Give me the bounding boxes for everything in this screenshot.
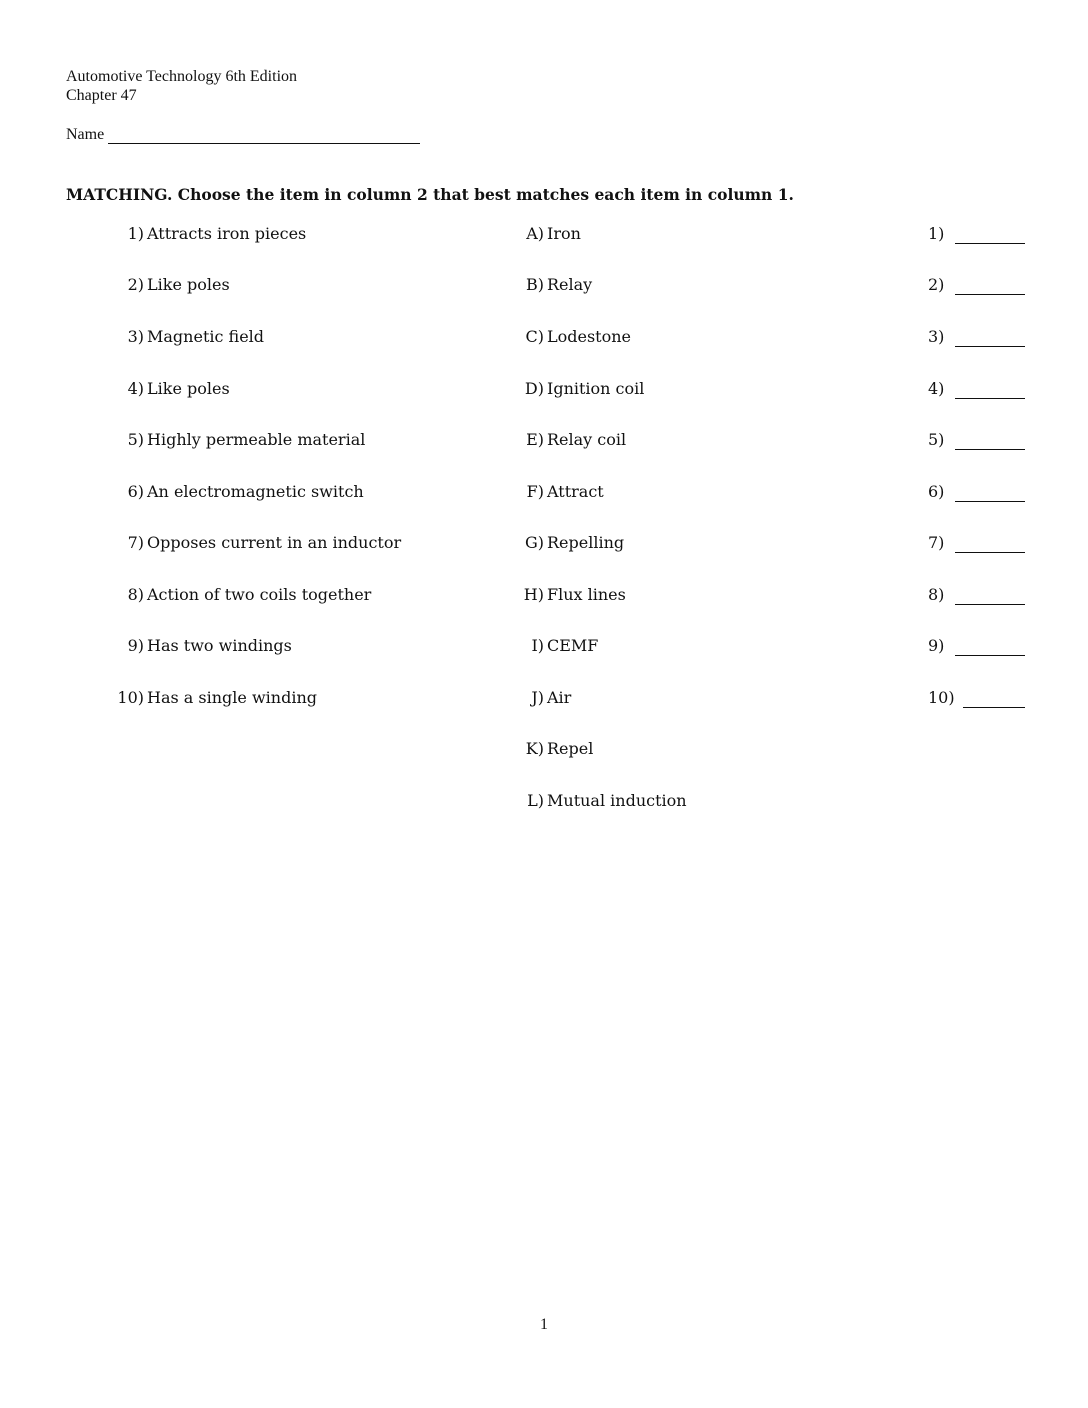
answer-number: 9) xyxy=(928,636,945,655)
column2-item-letter: B) xyxy=(526,275,544,294)
column1-item-text: An electromagnetic switch xyxy=(147,482,364,501)
column2-item-text: Iron xyxy=(547,224,581,243)
column2-item-letter: J) xyxy=(531,688,544,707)
column1-item-number: 5) xyxy=(127,430,144,449)
column1-item-number: 2) xyxy=(127,275,144,294)
page-number: 1 xyxy=(540,1316,548,1333)
answer-blank[interactable] xyxy=(955,346,1025,347)
answer-blank[interactable] xyxy=(955,294,1025,295)
column1-item-text: Magnetic field xyxy=(147,327,265,346)
header-chapter: Chapter 47 xyxy=(66,87,137,104)
answer-number: 1) xyxy=(928,224,945,243)
column2-item-text: Mutual induction xyxy=(547,791,687,810)
column2-item-text: Relay xyxy=(547,275,593,294)
column2-item-letter: E) xyxy=(526,430,544,449)
column2-item-letter: F) xyxy=(526,482,544,501)
column2-item-text: Ignition coil xyxy=(547,379,645,398)
column1-item-number: 7) xyxy=(127,533,144,552)
column1-item-number: 9) xyxy=(127,636,144,655)
column1-item-text: Action of two coils together xyxy=(147,585,372,604)
instructions: MATCHING. Choose the item in column 2 that best matches each item in column 1. xyxy=(66,185,794,204)
name-label: Name xyxy=(66,126,105,143)
answer-blank[interactable] xyxy=(955,604,1025,605)
column2-item-text: CEMF xyxy=(547,636,599,655)
answer-number: 4) xyxy=(928,379,945,398)
column2-item-text: Relay coil xyxy=(547,430,627,449)
column2-item-text: Flux lines xyxy=(547,585,626,604)
column1-item-number: 3) xyxy=(127,327,144,346)
answer-number: 8) xyxy=(928,585,945,604)
column1-item-number: 6) xyxy=(127,482,144,501)
answer-blank[interactable] xyxy=(955,449,1025,450)
column1-item-text: Highly permeable material xyxy=(147,430,366,449)
answer-blank[interactable] xyxy=(963,707,1025,708)
answer-number: 5) xyxy=(928,430,945,449)
column2-item-text: Lodestone xyxy=(547,327,632,346)
column1-item-text: Like poles xyxy=(147,275,230,294)
column2-item-text: Repel xyxy=(547,739,594,758)
column1-item-number: 4) xyxy=(127,379,144,398)
column2-item-text: Repelling xyxy=(547,533,625,552)
column2-item-letter: I) xyxy=(531,636,544,655)
column1-item-number: 10) xyxy=(117,688,144,707)
column2-item-letter: D) xyxy=(524,379,544,398)
answer-number: 6) xyxy=(928,482,945,501)
column2-item-letter: K) xyxy=(525,739,544,758)
column2-item-letter: G) xyxy=(524,533,544,552)
column1-item-text: Opposes current in an inductor xyxy=(147,533,402,552)
answer-blank[interactable] xyxy=(955,552,1025,553)
answer-blank[interactable] xyxy=(955,655,1025,656)
column1-item-number: 8) xyxy=(127,585,144,604)
column2-item-text: Attract xyxy=(547,482,604,501)
answer-number: 7) xyxy=(928,533,945,552)
column1-item-number: 1) xyxy=(127,224,144,243)
column1-item-text: Like poles xyxy=(147,379,230,398)
column2-item-letter: C) xyxy=(525,327,544,346)
answer-number: 2) xyxy=(928,275,945,294)
answer-blank[interactable] xyxy=(955,398,1025,399)
name-blank-line[interactable] xyxy=(108,143,420,144)
answer-blank[interactable] xyxy=(955,243,1025,244)
answer-number: 10) xyxy=(928,688,955,707)
column2-item-text: Air xyxy=(547,688,572,707)
column2-item-letter: A) xyxy=(526,224,544,243)
column1-item-text: Has a single winding xyxy=(147,688,317,707)
column1-item-text: Has two windings xyxy=(147,636,292,655)
answer-blank[interactable] xyxy=(955,501,1025,502)
column2-item-letter: L) xyxy=(527,791,544,810)
header-book-title: Automotive Technology 6th Edition xyxy=(66,68,298,85)
column1-item-text: Attracts iron pieces xyxy=(147,224,307,243)
answer-number: 3) xyxy=(928,327,945,346)
column2-item-letter: H) xyxy=(523,585,544,604)
